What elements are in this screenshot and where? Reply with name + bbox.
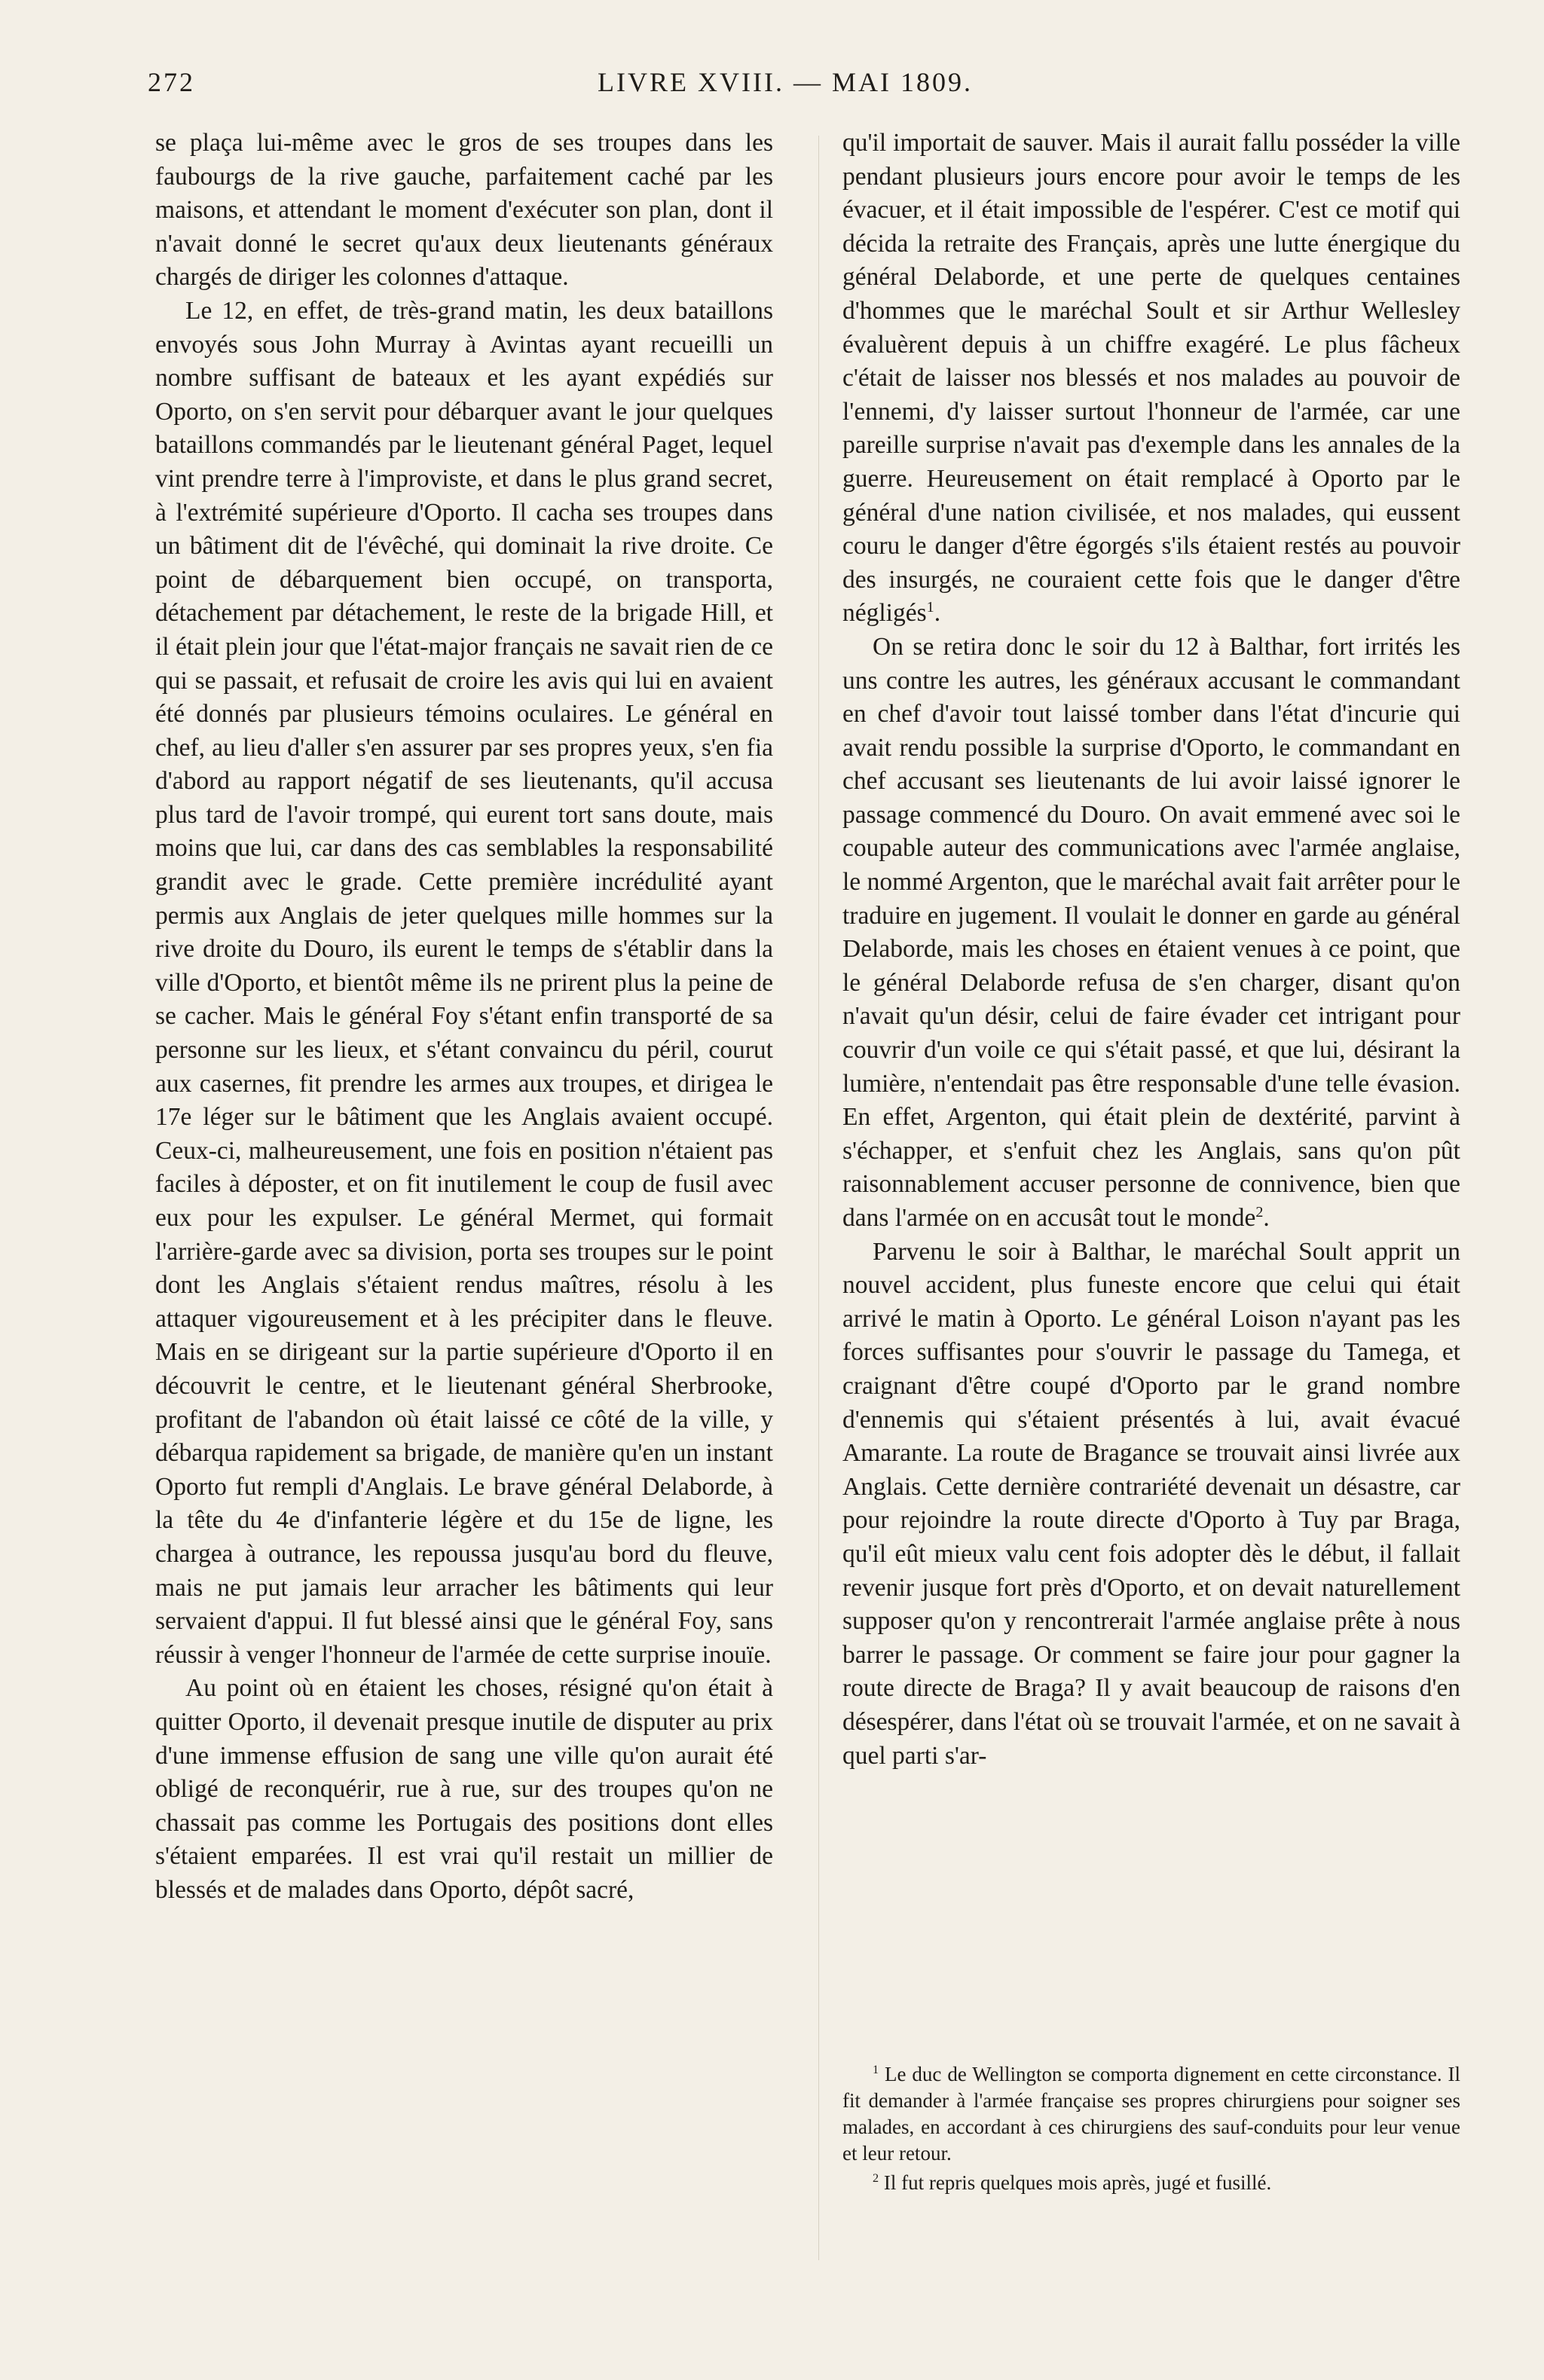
paragraph: Au point où en étaient les choses, résigné qu'on était à quitter Oporto, il devenait presque inutile de disputer au prix d'une immense effusion de sang une ville qu'on aurait été obligé de reconquérir, rue à rue, sur des troupes qu'on ne chassait pas comme les Portugais des positions dont elles s'étaient emparées. Il est vrai qu'il restait un millier de blessés et de malades dans Oporto, dépôt sacré, [155,1674,773,1904]
paragraph: se plaça lui-même avec le gros de ses troupes dans les faubourgs de la rive gauche, parfaitement caché par les maisons, et attendant le moment d'exécuter son plan, dont il n'avait donné le secret qu'aux deux lieutenants généraux chargés de diriger les colonnes d'attaque. [155,129,773,292]
paragraph: On se retira donc le soir du 12 à Balthar, fort irrités les uns contre les autres, les généraux accusant le commandant en chef d'avoir tout laissé tomber dans l'état d'incurie qui avait rendu possible la surprise d'Oporto, le commandant en chef accusant ses lieutenants de lui avoir laissé ignorer le passage commencé du Douro. On avait emmené avec soi le coupable auteur des communications avec l'armée anglaise, le nommé Argenton, que le maréchal avait fait arrêter pour le traduire en jugement. Il voulait le donner en garde au général Delaborde, mais les choses en étaient venues à ce point, que le général Delaborde refusa de s'en charger, disant qu'on n'avait qu'un désir, celui de faire évader cet intrigant pour couvrir d'un voile ce qui s'était passé, et que lui, désirant la lumière, n'entendait pas être responsable d'une telle évasion. En effet, Argenton, qui était plein de dextérité, parvint à s'échapper, et s'enfuit chez les Anglais, sans qu'on pût raisonnablement accuser personne de connivence, bien que dans l'armée on en accusât tout le monde$^2$. [842,632,1460,1232]
footnote-ref[interactable]: 1 [926,599,934,616]
right-column [842,127,1460,1773]
paragraph-text: qu'il importait de sauver. Mais il aurait fallu posséder la ville pendant plusieurs jours encore pour avoir le temps de les évacuer, et il était impossible de l'espérer. C'est ce motif qui décida la retraite des Français, après une lutte énergique du général Delaborde, et une perte de quelques centaines d'hommes que le maréchal Soult et sir Arthur Wellesley évaluèrent depuis à un chiffre exagéré. Le plus fâcheux c'était de laisser nos blessés et nos malades au pouvoir de l'ennemi, d'y laisser surtout l'honneur de l'armée, car une pareille surprise n'avait pas d'exemple dans les annales de la guerre. Heureusement on était remplacé à Oporto par le général d'une nation civilisée, et nos malades, qui eussent couru le danger d'être égorgés s'ils étaient restés au pouvoir des insurgés, ne couraient cette fois que le danger d'être négligés [842,129,1460,628]
paragraph: qu'il importait de sauver. Mais il aurait fallu posséder la ville pendant plusieurs jours encore pour avoir le temps de les évacuer, et il était impossible de l'espérer. C'est ce motif qui décida la retraite des Français, après une lutte énergique du général Delaborde, et une perte de quelques centaines d'hommes que le maréchal Soult et sir Arthur Wellesley évaluèrent depuis à un chiffre exagéré. Le plus fâcheux c'était de laisser nos blessés et nos malades au pouvoir de l'ennemi, d'y laisser surtout l'honneur de l'armée, car une pareille surprise n'avait pas d'exemple dans les annales de la guerre. Heureusement on était remplacé à Oporto par le général d'une nation civilisée, et nos malades, qui eussent couru le danger d'être égorgés s'ils étaient restés au pouvoir des insurgés, ne couraient cette fois que le danger d'être négligés$^1$. [842,129,1460,628]
column-divider [818,136,819,2260]
footnote [842,2170,1460,2196]
footnote-text: Le duc de Wellington se comporta dignement en cette circonstance. Il fit demander à l'armée française ses propres chirurgiens pour soigner ses malades, en accordant à ces chirurgiens des sauf-conduits pour leur venue et leur retour. [842,2063,1461,2165]
page-header [148,66,1423,112]
footnote-number: 1 [873,2063,879,2076]
paragraph: Le 12, en effet, de très-grand matin, les deux bataillons envoyés sous John Murray à Avintas ayant recueilli un nombre suffisant de bateaux et les ayant expédiés sur Oporto, on s'en servit pour débarquer avant le jour quelques bataillons commandés par le lieutenant général Paget, lequel vint prendre terre à l'improviste, et dans le plus grand secret, à l'extrémité supérieure d'Oporto. Il cacha ses troupes dans un bâtiment dit de l'évêché, qui dominait la rive droite. Ce point de débarquement bien occupé, on transporta, détachement par détachement, le reste de la brigade Hill, et il était plein jour que l'état-major français ne savait rien de ce qui se passait, et refusait de croire les avis qui lui en avaient été donnés par plusieurs témoins oculaires. Le général en chef, au lieu d'aller s'en assurer par ses propres yeux, s'en fia d'abord au rapport négatif de ses lieutenants, qu'il accusa plus tard de l'avoir trompé, qui eurent tort sans doute, mais moins que lui, car dans des cas semblables la responsabilité grandit avec le grade. Cette première incrédulité ayant permis aux Anglais de jeter quelques mille hommes sur la rive droite du Douro, ils eurent le temps de s'établir dans la ville d'Oporto, et bientôt même ils ne prirent plus la peine de se cacher. Mais le général Foy s'étant enfin transporté de sa personne sur les lieux, et s'étant convaincu du péril, courut aux casernes, fit prendre les armes aux troupes, et dirigea le 17e léger sur le bâtiment que les Anglais avaient occupé. Ceux-ci, malheureusement, une fois en position n'étaient pas faciles à déposter, et on fit inutilement le coup de fusil avec eux pour les expulser. Le général Mermet, qui formait l'arrière-garde avec sa division, porta ses troupes sur le point dont les Anglais s'étaient rendus maîtres, résolu à les attaquer vigoureusement et à les précipiter dans le fleuve. Mais en se dirigeant sur la partie supérieure d'Oporto il en découvrit le centre, et le lieutenant général Sherbrooke, profitant de l'abandon où était laissé ce côté de la ville, y débarqua rapidement sa brigade, de manière qu'en un instant Oporto fut rempli d'Anglais. Le brave général Delaborde, à la tête du 4e d'infanterie légère et du 15e de ligne, les chargea à outrance, les repoussa jusqu'au bord du fleuve, mais ne put jamais leur arracher les bâtiments qui leur servaient d'appui. Il fut blessé ainsi que le général Foy, sans réussir à venger l'honneur de l'armée de cette surprise inouïe. [155,296,773,1669]
footnote-number: 2 [873,2171,879,2185]
footnote-ref[interactable]: 2 [1255,1203,1264,1221]
page-number: 272 [148,67,195,97]
footnotes [842,2061,1460,2199]
paragraph: Parvenu le soir à Balthar, le maréchal Soult apprit un nouvel accident, plus funeste encore que celui qui était arrivé le matin à Oporto. Le général Loison n'ayant pas les forces suffisantes pour s'ouvrir le passage du Tamega, et craignant d'être coupé d'Oporto par le grand nombre d'ennemis qui s'étaient présentés à lui, avait évacué Amarante. La route de Bragance se trouvait ainsi livrée aux Anglais. Cette dernière contrariété devenait un désastre, car pour rejoindre la route directe d'Oporto à Tuy par Braga, qu'il eût mieux valu cent fois adopter dès le début, il fallait revenir jusque fort près d'Oporto, et on devait naturellement supposer qu'on y rencontrerait l'armée anglaise prête à nous barrer le passage. Or comment se faire jour pour gagner la route directe de Braga? Il y avait beaucoup de raisons d'en désespérer, dans l'état où se trouvait l'armée, et on ne savait à quel parti s'ar- [842,1237,1460,1770]
running-head: LIVRE XVIII. — MAI 1809. [598,67,973,97]
paragraph-text: On se retira donc le soir du 12 à Balthar, fort irrités les uns contre les autres, les généraux accusant le commandant en chef d'avoir tout laissé tomber dans l'état d'incurie qui avait rendu possible la surprise d'Oporto, le commandant en chef accusant ses lieutenants de lui avoir laissé ignorer le passage commencé du Douro. On avait emmené avec soi le coupable auteur des communications avec l'armée anglaise, le nommé Argenton, que le maréchal avait fait arrêter pour le traduire en jugement. Il voulait le donner en garde au général Delaborde, mais les choses en étaient venues à ce point, que le général Delaborde refusa de s'en charger, disant qu'on n'avait qu'un désir, celui de faire évader cet intrigant pour couvrir d'un voile ce qui s'était passé, et que lui, désirant la lumière, n'entendait pas être responsable d'une telle évasion. En effet, Argenton, qui était plein de dextérité, parvint à s'échapper, et s'enfuit chez les Anglais, sans qu'on pût raisonnablement accuser personne de connivence, bien que dans l'armée on en accusât tout le monde [842,632,1460,1232]
footnote [842,2061,1460,2167]
footnote-text: Il fut repris quelques mois après, jugé et fusillé. [883,2171,1272,2194]
left-column [155,127,773,1907]
